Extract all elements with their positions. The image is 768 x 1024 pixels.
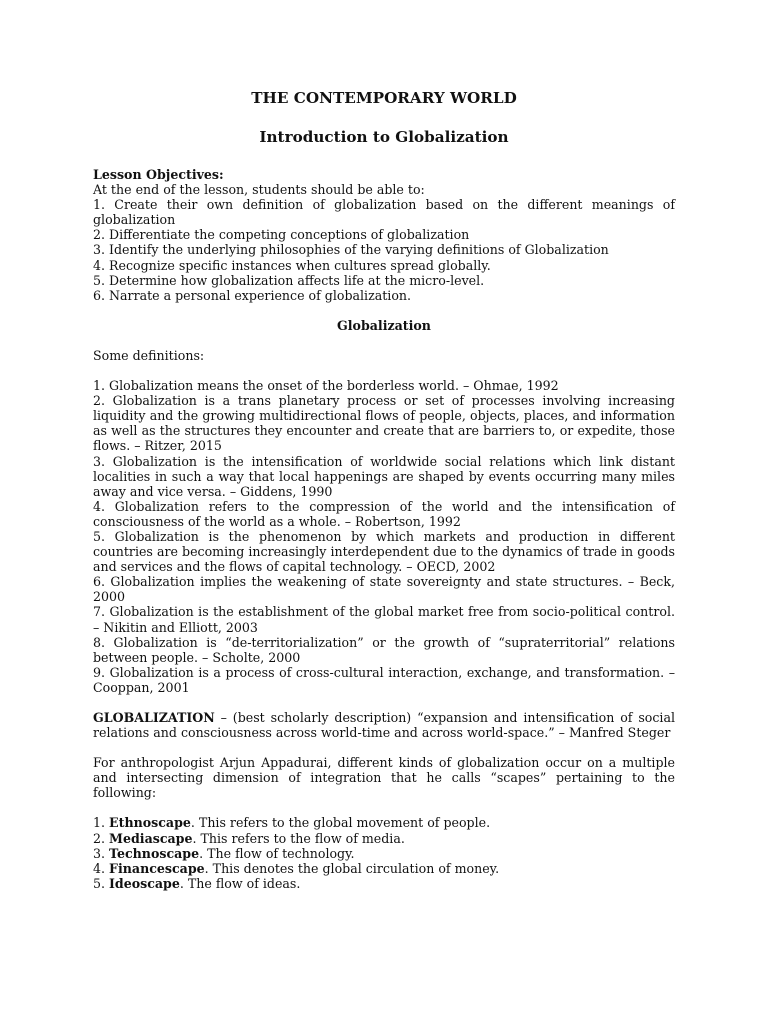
- objective-item: 5. Determine how globalization affects life at the micro-level.: [93, 272, 485, 288]
- scape-term: Technoscape: [109, 845, 200, 861]
- scape-description: . This denotes the global circulation of money.: [204, 860, 500, 876]
- definition-item: 4. Globalization refers to the compression of the world and the intensification of consciousness of the world as a whole. – Robertson, 1992: [93, 498, 675, 529]
- scape-item: [93, 846, 675, 861]
- definitions-intro: Some definitions:: [93, 347, 205, 363]
- scape-number: 2.: [93, 830, 110, 846]
- scape-description: . This refers to the global movement of people.: [190, 815, 491, 831]
- objective-item: 4. Recognize specific instances when cultures spread globally.: [93, 257, 491, 273]
- objectives-list: [93, 197, 675, 303]
- appadurai-paragraph: For anthropologist Arjun Appadurai, different kinds of globalization occur on a multiple and intersecting dimension of integration that he calls “scapes” pertaining to the following:: [93, 755, 675, 801]
- definitions-list: [93, 378, 675, 695]
- scape-description: . This refers to the flow of media.: [192, 830, 405, 846]
- scape-term: Ethnoscape: [109, 815, 191, 831]
- scape-item: [93, 861, 675, 876]
- definition-item: 1. Globalization means the onset of the borderless world. – Ohmae, 1992: [93, 378, 559, 394]
- section-heading-globalization: Globalization: [337, 317, 431, 333]
- scape-term: Financescape: [109, 860, 205, 876]
- best-description-text: – (best scholarly description) “expansion and intensification of social relations and consciousness across world-time and across world-space.” – Manfred Steger: [93, 710, 675, 741]
- scape-term: Mediascape: [109, 830, 193, 846]
- scape-item: [93, 831, 675, 846]
- scape-number: 4.: [93, 860, 110, 876]
- objective-item: 6. Narrate a personal experience of globalization.: [93, 287, 412, 303]
- best-description-term: GLOBALIZATION: [93, 710, 215, 725]
- scape-number: 1.: [93, 815, 110, 831]
- definition-item: 2. Globalization is a trans planetary process or set of processes involving increasing liquidity and the growing multidirectional flows of people, objects, places, and information as well as the structures they encounter and create that are barriers to, or expedite, those flows. – Ritzer, 2015: [93, 393, 675, 454]
- definition-item: 8. Globalization is “de-territorialization” or the growth of “supraterritorial” relations between people. – Scholte, 2000: [93, 634, 675, 665]
- document-content: [93, 88, 675, 891]
- document-subtitle: Introduction to Globalization: [259, 128, 509, 146]
- definition-item: 6. Globalization implies the weakening of state sovereignty and state structures. – Beck, 2000: [93, 574, 675, 605]
- objectives-heading: Lesson Objectives:: [93, 167, 224, 182]
- objective-item: 1. Create their own definition of globalization based on the different meanings of globalization: [93, 197, 675, 228]
- definition-item: 3. Globalization is the intensification of worldwide social relations which link distant localities in such a way that local happenings are shaped by events occurring many miles away and vice versa. – Giddens, 1990: [93, 453, 675, 499]
- document-title: THE CONTEMPORARY WORLD: [251, 89, 517, 107]
- scape-description: . The flow of ideas.: [179, 875, 301, 891]
- scape-term: Ideoscape: [109, 875, 180, 891]
- definition-item: 9. Globalization is a process of cross-cultural interaction, exchange, and transformation. –Cooppan, 2001: [93, 664, 675, 695]
- scape-item: [93, 815, 675, 830]
- scape-number: 5.: [93, 875, 110, 891]
- scape-description: . The flow of technology.: [199, 845, 355, 861]
- objective-item: 3. Identify the underlying philosophies of the varying definitions of Globalization: [93, 242, 609, 258]
- scape-number: 3.: [93, 845, 110, 861]
- scapes-list: [93, 815, 675, 890]
- scape-item: [93, 876, 675, 891]
- definition-item: 5. Globalization is the phenomenon by which markets and production in different countries are becoming increasingly interdependent due to the dynamics of trade in goods and services and the flows of capital technology. – OECD, 2002: [93, 528, 675, 575]
- objective-item: 2. Differentiate the competing conceptions of globalization: [93, 227, 470, 243]
- objectives-intro: At the end of the lesson, students should be able to:: [93, 182, 425, 198]
- best-description: [93, 710, 675, 740]
- definition-item: 7. Globalization is the establishment of the global market free from socio-political control. – Nikitin and Elliott, 2003: [93, 604, 675, 635]
